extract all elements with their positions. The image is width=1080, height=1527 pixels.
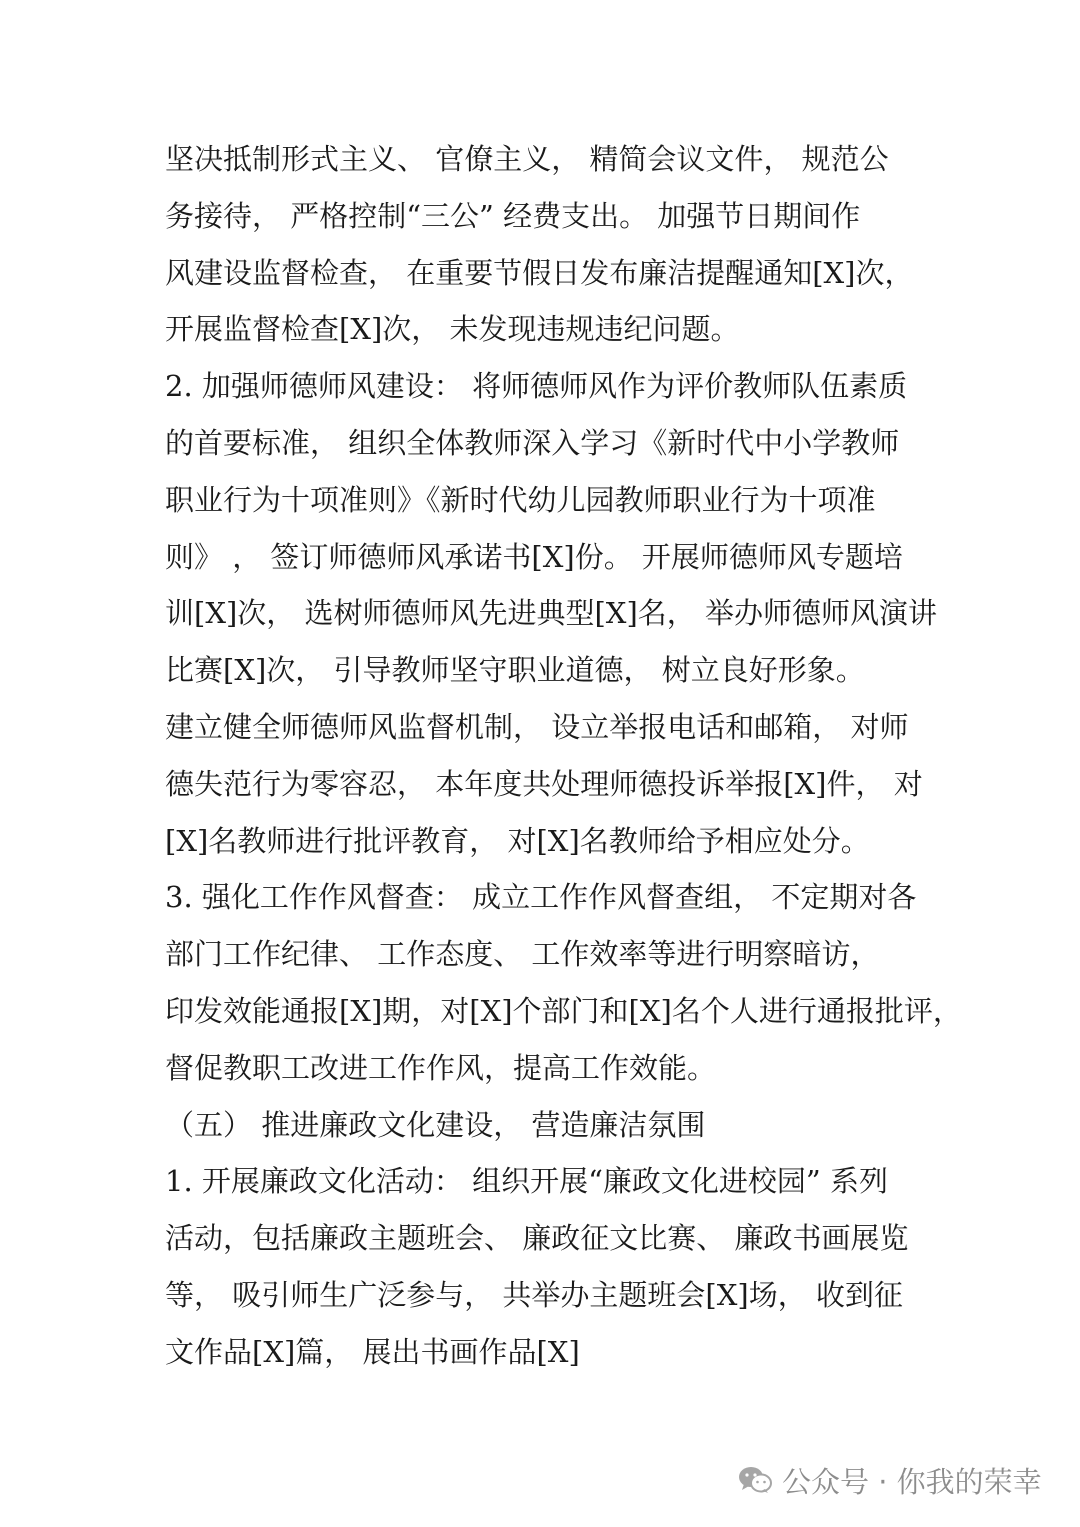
text-line: 部门工作纪律、 工作态度、 工作效率等进行明察暗访， bbox=[165, 937, 880, 972]
text-line: 建立健全师德师风监督机制， 设立举报电话和邮箱， 对师 bbox=[165, 709, 909, 744]
watermark-text: 公众号 · 你我的荣幸 bbox=[782, 1464, 1042, 1499]
text-line: 2. 加强师德师风建设： 将师德师风作为评价教师队伍素质 bbox=[165, 369, 908, 404]
text-line: 职业行为十项准则》《新时代幼儿园教师职业行为十项准 bbox=[165, 482, 876, 517]
text-line: 1. 开展廉政文化活动： 组织开展“廉政文化进校园” 系列 bbox=[165, 1164, 888, 1199]
text-line: 务接待， 严格控制“三公” 经费支出。 加强节日期间作 bbox=[165, 198, 861, 233]
text-line: 训[X]次， 选树师德师风先进典型[X]名， 举办师德师风演讲 bbox=[165, 596, 937, 631]
text-line: 文作品[X]篇， 展出书画作品[X] bbox=[165, 1334, 580, 1369]
text-line: 比赛[X]次， 引导教师坚守职业道德， 树立良好形象。 bbox=[165, 653, 865, 688]
text-line: 督促教职工改进工作作风，提高工作效能。 bbox=[165, 1050, 717, 1085]
text-line: 开展监督检查[X]次， 未发现违规违纪问题。 bbox=[165, 312, 740, 347]
text-line: 风建设监督检查， 在重要节假日发布廉洁提醒通知[X]次， bbox=[165, 255, 914, 290]
wechat-icon bbox=[738, 1465, 772, 1495]
text-line: 德失范行为零容忍， 本年度共处理师德投诉举报[X]件， 对 bbox=[165, 766, 923, 801]
text-line: 等， 吸引师生广泛参与， 共举办主题班会[X]场， 收到征 bbox=[165, 1277, 903, 1312]
text-line: 的首要标准， 组织全体教师深入学习《新时代中小学教师 bbox=[165, 425, 900, 460]
section-heading: （五） 推进廉政文化建设， 营造廉洁氛围 bbox=[165, 1107, 706, 1142]
watermark bbox=[738, 1455, 1042, 1505]
text-line: 3. 强化工作作风督查： 成立工作作风督查组， 不定期对各 bbox=[165, 880, 917, 915]
document-body bbox=[165, 131, 962, 1381]
text-line: 印发效能通报[X]期，对[X]个部门和[X]名个人进行通报批评， bbox=[165, 993, 962, 1028]
text-line: [X]名教师进行批评教育， 对[X]名教师给予相应处分。 bbox=[165, 823, 870, 858]
text-line: 则》 ， 签订师德师风承诺书[X]份。 开展师德师风专题培 bbox=[165, 539, 903, 574]
text-line: 坚决抵制形式主义、 官僚主义， 精简会议文件， 规范公 bbox=[165, 142, 889, 176]
text-line: 活动，包括廉政主题班会、 廉政征文比赛、 廉政书画展览 bbox=[165, 1221, 909, 1256]
